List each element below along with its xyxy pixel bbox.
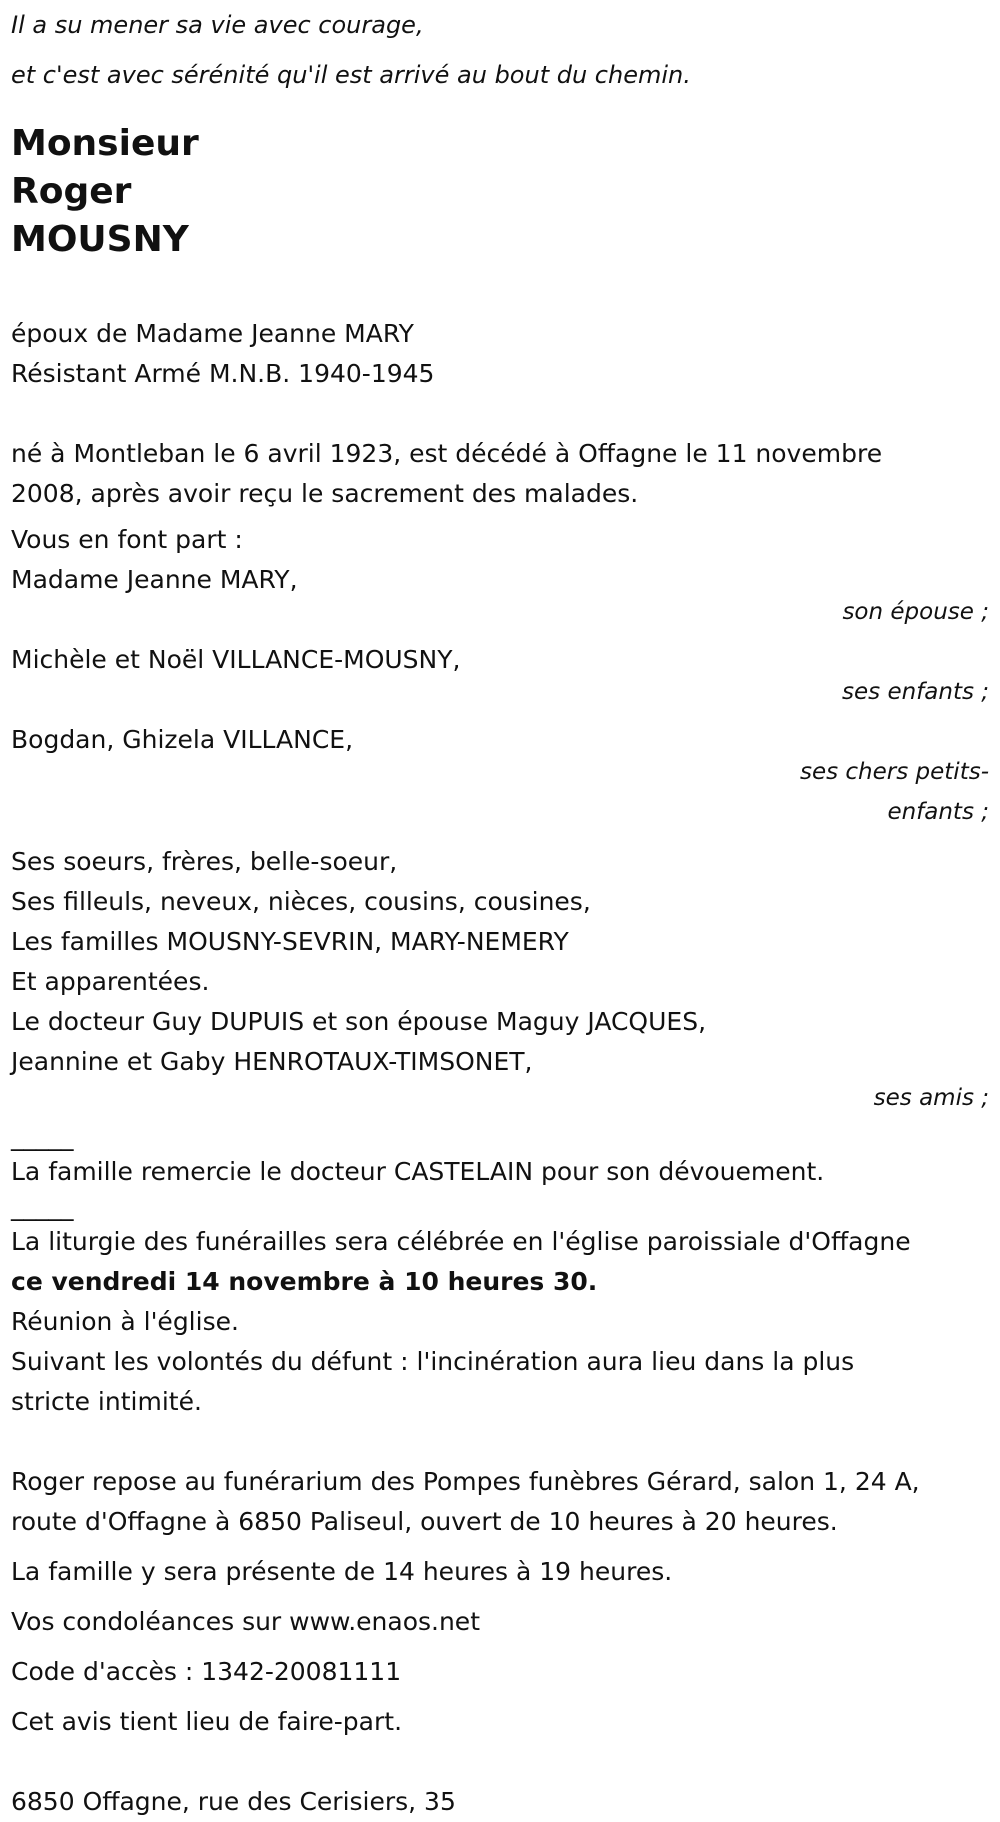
family-relation: ses enfants ;	[842, 679, 989, 705]
announcers-intro: Vous en font part :	[11, 525, 243, 554]
titles	[11, 314, 991, 394]
family-relation: son épouse ;	[842, 599, 989, 625]
intro-line: Il a su mener sa vie avec courage,	[11, 11, 424, 39]
funeral-line: La liturgie des funérailles sera célébrée en l'église paroissiale d'Offagne	[11, 1227, 911, 1256]
family-names: Bogdan, Ghizela VILLANCE,	[11, 725, 354, 754]
friends-relation: ses amis ;	[873, 1085, 989, 1111]
thanks-line: La famille remercie le docteur CASTELAIN pour son dévouement.	[11, 1157, 825, 1186]
name-last: MOUSNY	[11, 219, 189, 260]
name-first: Roger	[11, 171, 132, 212]
funerarium-info	[11, 1462, 991, 1542]
obituary-notice	[11, 8, 991, 1822]
funeral-info	[11, 1222, 991, 1422]
deceased-name	[11, 120, 991, 264]
presence-line: La famille y sera présente de 14 heures à 19 heures.	[11, 1557, 673, 1586]
birth-line: né à Montleban le 6 avril 1923, est décédé à Offagne le 11 novembre	[11, 439, 883, 468]
notice-line: Cet avis tient lieu de faire-part.	[11, 1707, 403, 1736]
funerarium-line: Roger repose au funérarium des Pompes funèbres Gérard, salon 1, 24 A,	[11, 1467, 920, 1496]
family-names: Madame Jeanne MARY,	[11, 565, 298, 594]
relatives-line: Le docteur Guy DUPUIS et son épouse Maguy JACQUES,	[11, 1007, 707, 1036]
funeral-date: ce vendredi 14 novembre à 10 heures 30.	[11, 1267, 598, 1296]
title-line: Résistant Armé M.N.B. 1940-1945	[11, 359, 435, 388]
cremation-line: stricte intimité.	[11, 1387, 202, 1416]
birth-death	[11, 434, 991, 514]
relatives-line: Jeannine et Gaby HENROTAUX-TIMSONET,	[11, 1047, 533, 1076]
intro-quote	[11, 0, 991, 100]
meeting-line: Réunion à l'église.	[11, 1307, 239, 1336]
separator: _____	[11, 1192, 74, 1221]
address-line: 6850 Offagne, rue des Cerisiers, 35	[11, 1787, 456, 1816]
family-names: Michèle et Noël VILLANCE-MOUSNY,	[11, 645, 461, 674]
cremation-line: Suivant les volontés du défunt : l'incinération aura lieu dans la plus	[11, 1347, 855, 1376]
name-title: Monsieur	[11, 123, 199, 164]
family-relation: enfants ;	[887, 799, 989, 825]
relatives-list	[11, 842, 991, 1082]
relatives-line: Et apparentées.	[11, 967, 210, 996]
family-section	[11, 520, 991, 1118]
funerarium-line: route d'Offagne à 6850 Paliseul, ouvert de 10 heures à 20 heures.	[11, 1507, 838, 1536]
birth-line: 2008, après avoir reçu le sacrement des malades.	[11, 479, 639, 508]
condolences-line: Vos condoléances sur www.enaos.net	[11, 1607, 480, 1636]
access-code: Code d'accès : 1342-20081111	[11, 1657, 402, 1686]
relatives-line: Ses filleuls, neveux, nièces, cousins, cousines,	[11, 887, 591, 916]
family-relation: ses chers petits-	[799, 759, 989, 785]
intro-line: et c'est avec sérénité qu'il est arrivé au bout du chemin.	[11, 61, 691, 89]
separator: _____	[11, 1122, 74, 1151]
relatives-line: Les familles MOUSNY-SEVRIN, MARY-NEMERY	[11, 927, 569, 956]
relatives-line: Ses soeurs, frères, belle-soeur,	[11, 847, 398, 876]
title-line: époux de Madame Jeanne MARY	[11, 319, 414, 348]
